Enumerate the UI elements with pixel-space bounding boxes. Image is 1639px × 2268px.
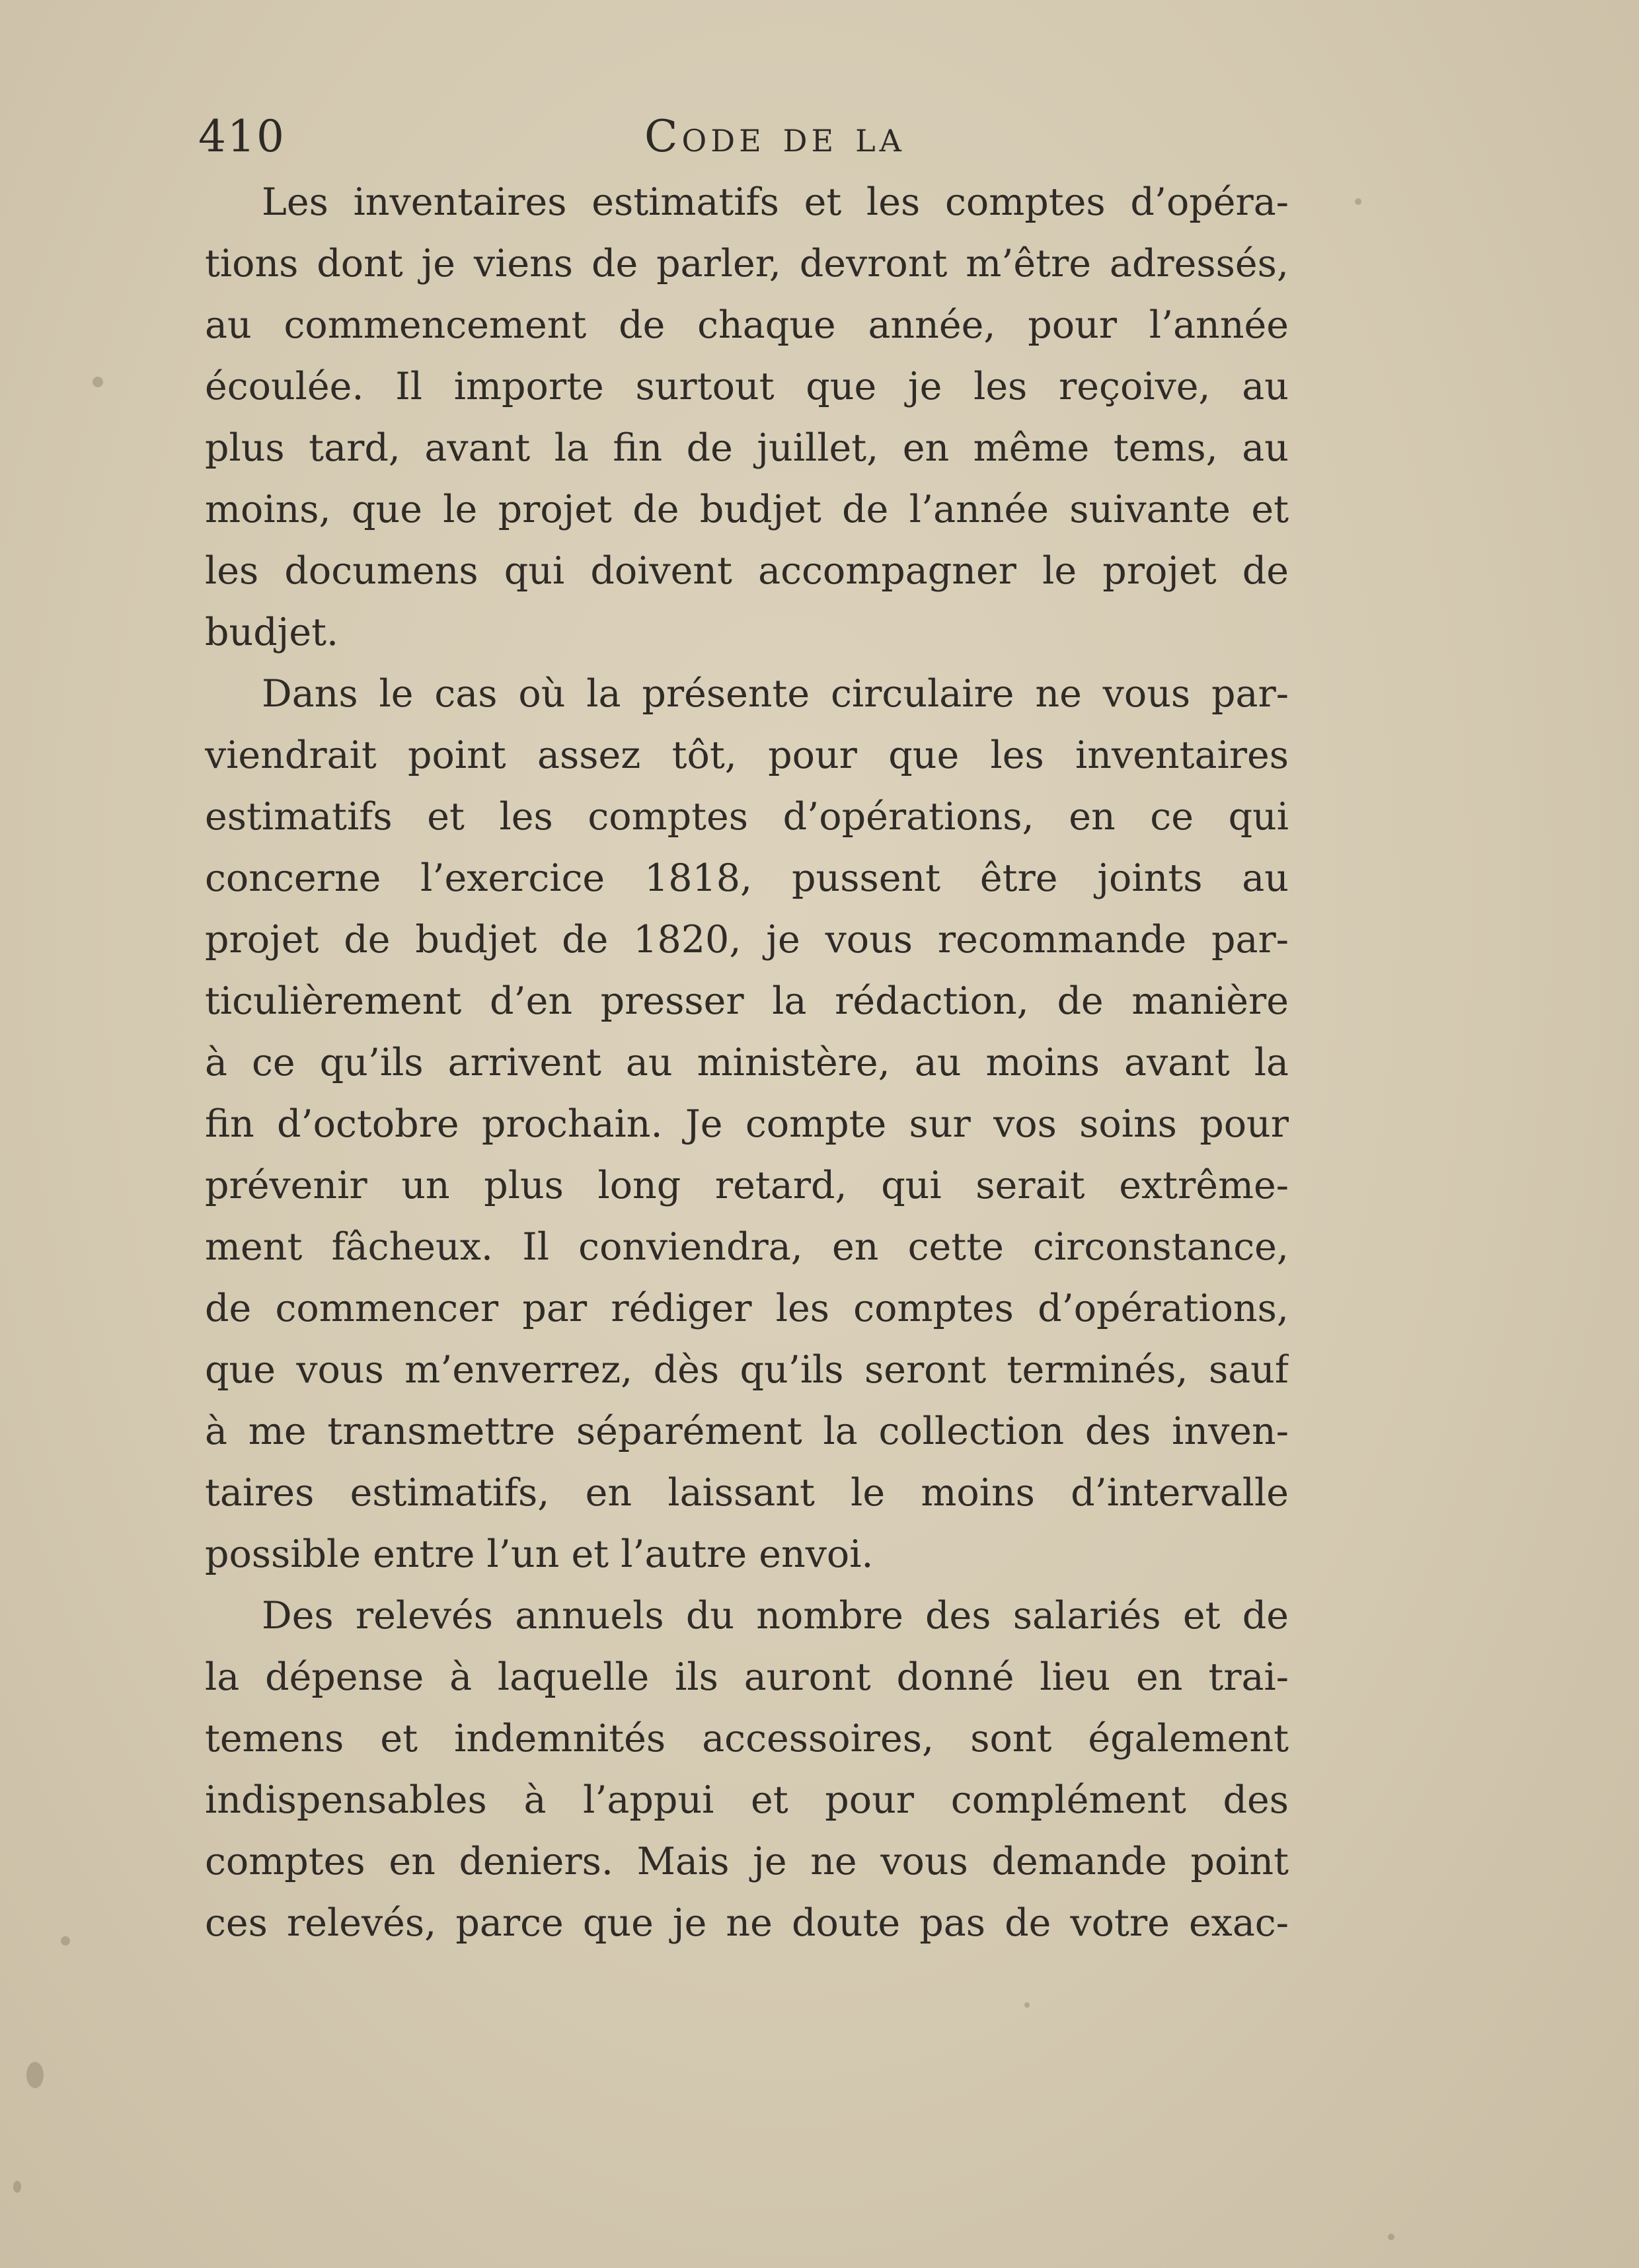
text-line: taires estimatifs, en laissant le moins d’intervalle [205,1471,1289,1515]
paper-speck [13,2181,21,2193]
page-header [198,104,1322,177]
paragraph-3 [205,1585,1289,1954]
text-line: les documens qui doivent accompagner le projet de [205,549,1289,593]
text-line: à me transmettre séparément la collection des inven- [205,1410,1289,1453]
running-head: Code de la [644,111,905,162]
body-text [205,172,1289,1954]
paper-speck [26,2062,44,2088]
text-line: moins, que le projet de budjet de l’année suivante et [205,488,1289,531]
text-line: plus tard, avant la fin de juillet, en même tems, au [205,426,1289,470]
text-line: viendrait point assez tôt, pour que les inventaires [205,734,1289,777]
paper-speck [1355,198,1361,205]
paragraph-1 [205,172,1289,663]
page-number: 410 [198,111,286,162]
paper-speck [61,1936,70,1946]
text-line: ticulièrement d’en presser la rédaction, de manière [205,979,1289,1023]
text-line: concerne l’exercice 1818, pussent être joints au [205,856,1289,900]
text-line: projet de budjet de 1820, je vous recommande par- [205,918,1289,962]
paper-speck [1024,2002,1030,2008]
text-line: possible entre l’un et l’autre envoi. [205,1532,874,1576]
text-line: ces relevés, parce que je ne doute pas de votre exac- [205,1901,1289,1945]
paragraph-2 [205,663,1289,1585]
text-line: ment fâcheux. Il conviendra, en cette circonstance, [205,1225,1289,1269]
text-line: Des relevés annuels du nombre des salariés et de [262,1594,1289,1638]
text-line: fin d’octobre prochain. Je compte sur vos soins pour [205,1102,1289,1146]
text-line: Les inventaires estimatifs et les comptes d’opéra- [262,180,1289,224]
text-line: la dépense à laquelle ils auront donné lieu en trai- [205,1655,1289,1699]
paper-speck [1388,2234,1394,2240]
text-line: tions dont je viens de parler, devront m’être adressés, [205,242,1289,285]
text-line: à ce qu’ils arrivent au ministère, au moins avant la [205,1041,1289,1084]
text-line: de commencer par rédiger les comptes d’opérations, [205,1287,1289,1330]
text-line: indispensables à l’appui et pour complément des [205,1778,1289,1822]
text-line: Dans le cas où la présente circulaire ne vous par- [262,672,1289,716]
text-line: budjet. [205,611,339,654]
text-line: prévenir un plus long retard, qui serait extrême- [205,1164,1289,1207]
text-line: estimatifs et les comptes d’opérations, en ce qui [205,795,1289,839]
text-line: temens et indemnités accessoires, sont également [205,1717,1289,1760]
text-line: comptes en deniers. Mais je ne vous demande point [205,1840,1289,1883]
text-line: au commencement de chaque année, pour l’année [205,303,1289,347]
paper-speck [93,377,103,387]
text-line: que vous m’enverrez, dès qu’ils seront terminés, sauf [205,1348,1289,1392]
text-line: écoulée. Il importe surtout que je les reçoive, au [205,365,1289,408]
